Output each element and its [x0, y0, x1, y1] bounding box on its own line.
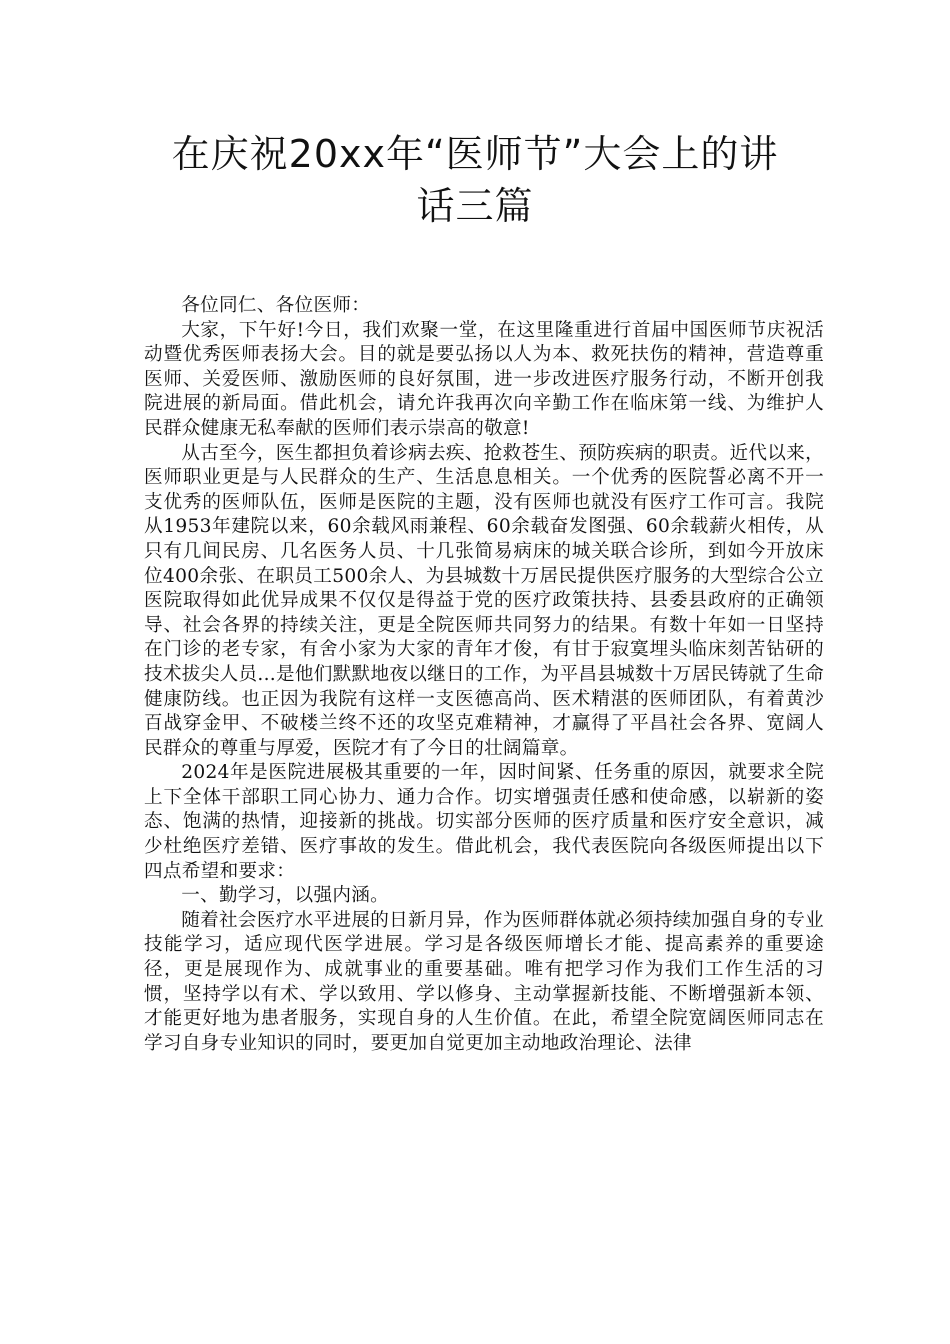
paragraph: 2024年是医院进展极其重要的一年，因时间紧、任务重的原因，就要求全院上下全体干部职工同心协力、通力合作。切实增强责任感和使命感，以崭新的姿态、饱满的热情，迎接新的挑战。切实部分医师的医疗质量和医疗安全意识，减少杜绝医疗差错、医疗事故的发生。借此机会，我代表医院向各级医师提出以下四点希望和要求： [144, 762, 824, 882]
paragraph-salutation: 各位同仁、各位医师： [181, 295, 371, 316]
section-heading: 一、勤学习，以强内涵。 [181, 885, 390, 907]
paragraph: 从古至今，医生都担负着诊病去疾、抢救苍生、预防疾病的职责。近代以来，医师职业更是与人民群众的生产、生活息息相关。一个优秀的医院誓必离不开一支优秀的医师队伍，医师是医院的主题，没有医师也就没有医疗工作可言。我院从1953年建院以来，60余载风雨兼程、60余载奋发图强、60余载薪火相传，从只有几间民房、几名医务人员、十几张简易病床的城关联合诊所，到如今开放床位400余张、在职员工500余人、为县城数十万居民提供医疗服务的大型综合公立医院取得如此优异成果不仅仅是得益于党的医疗政策扶持、县委县政府的正确领导、社会各界的持续关注，更是全院医师共同努力的结果。有数十年如一日坚持在门诊的老专家，有舍小家为大家的青年才俊，有甘于寂寞埋头临床刻苦钻研的技术拔尖人员...是他们默默地夜以继日的工作，为平昌县城数十万居民铸就了生命健康防线。也正因为我院有这样一支医德高尚、医术精湛的医师团队，有着黄沙百战穿金甲、不破楼兰终不还的攻坚克难精神，才赢得了平昌社会各界、宽阔人民群众的尊重与厚爱，医院才有了今日的壮阔篇章。 [144, 442, 824, 759]
document-title [140, 128, 810, 232]
title-line-1: 在庆祝20xx年“医师节”大会上的讲 [171, 132, 779, 176]
document-body [144, 294, 824, 1056]
paragraph: 随着社会医疗水平进展的日新月异，作为医师群体就必须持续加强自身的专业技能学习，适应现代医学进展。学习是各级医师增长才能、提高素养的重要途径，更是展现作为、成就事业的重要基础。唯有把学习作为我们工作生活的习惯，坚持学以有术、学以致用、学以修身、主动掌握新技能、不断增强新本领、才能更好地为患者服务，实现自身的人生价值。在此，希望全院宽阔医师同志在学习自身专业知识的同时，要更加自觉更加主动地政治理论、法律 [144, 909, 824, 1054]
title-line-2: 话三篇 [416, 184, 534, 228]
paragraph: 大家，下午好!今日，我们欢聚一堂，在这里隆重进行首届中国医师节庆祝活动暨优秀医师表扬大会。目的就是要弘扬以人为本、救死扶伤的精神，营造尊重医师、关爱医师、激励医师的良好氛围，进一步改进医疗服务行动，不断开创我院进展的新局面。借此机会，请允许我再次向辛勤工作在临床第一线、为维护人民群众健康无私奉献的医师们表示崇高的敬意! [144, 319, 824, 439]
